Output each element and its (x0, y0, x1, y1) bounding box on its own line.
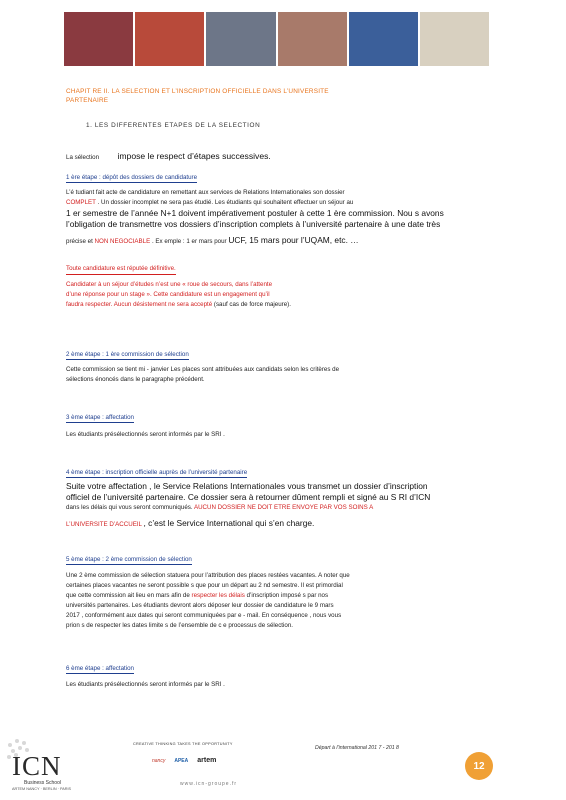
footer-tagline: CREATIVE THINKING TAKES THE OPPORTUNITY (133, 742, 233, 746)
banner-photo-4 (278, 12, 347, 66)
step1-title: 1 ère étape : dépôt des dossiers de candidature (66, 174, 198, 181)
step3-body (66, 430, 496, 440)
step2-line2: sélections énoncés dans le paragraphe précédent. (66, 376, 205, 383)
step2-line1: Cette commission se tient mi - janvier Les places sont attribuées aux candidats selon les critères de (66, 366, 340, 373)
step6-title: 6 ème étape : affectation (66, 665, 134, 672)
step3-title: 3 ème étape : affectation (66, 414, 134, 421)
footer-running-title: Départ à l’international 201 7 - 201 8 (315, 745, 399, 751)
banner-photo-2 (135, 12, 204, 66)
step5-line2: certaines places vacantes ne seront possible s que pour un départ au 2 nd semestre. Il est primordial (66, 582, 343, 589)
icn-logo-sub2: ARTEM NANCY · BERLIN · PARIS (12, 787, 72, 791)
step2-heading (66, 343, 496, 361)
step6-body (66, 680, 496, 690)
step4-heading (66, 461, 496, 479)
step5-body (66, 571, 496, 631)
footer-url: www.icn-groupe.fr (180, 781, 238, 787)
chapter-title-line2: PARTENAIRE (66, 97, 109, 104)
step1-line5a: précise et (66, 238, 95, 245)
notice-line3: faudra respecter. Aucun désistement ne sera accepté (66, 301, 213, 308)
step1-line5d: UCF, 15 mars pour l’UQAM, etc. … (228, 235, 359, 245)
step1-line2: . Un dossier incomplet ne sera pas étudié. Les étudiants qui souhaitent effectuer un séjour au (95, 199, 354, 206)
step1-heading (66, 166, 496, 184)
chapter-title (66, 87, 336, 105)
sponsor-apea: APEA (174, 757, 189, 764)
step4-line1: Suite votre affectation , le Service Relations Internationales vous transmet un dossier d’inscription (66, 481, 428, 491)
notice-definitive (66, 257, 496, 275)
step3-line1: Les étudiants présélectionnés seront informés par le SRI . (66, 431, 225, 438)
step1-line5c: . Ex emple : 1 er mars pour (150, 238, 229, 245)
notice-line2: d’une réponse pour un stage ». Cette candidature est un engagement qu’il (66, 291, 270, 298)
step4-line4: , c’est le Service International qui s’en charge. (143, 518, 315, 528)
step5-deadlines: respecter les délais (191, 592, 245, 599)
step4-university-word: L’UNIVERSITE D’ACCUEIL (66, 521, 144, 528)
icn-logo-text: ICN (12, 751, 62, 781)
step5-line6: prion s de respecter les dates limite s de l’ensemble de c e processus de sélection. (66, 622, 293, 629)
step5-line3a: que cette commission ait lieu en mars afin de (66, 592, 192, 599)
banner-photo-5 (349, 12, 418, 66)
intro-paragraph (66, 146, 496, 164)
step1-line1: L’é tudiant fait acte de candidature en remettant aux services de Relations Internationales son dossier (66, 189, 345, 196)
intro-text: impose le respect d’étapes successives. (117, 151, 271, 161)
intro-label: La sélection (66, 154, 100, 161)
sponsor-logos (152, 757, 216, 764)
step5-line4: universités partenaires. Les étudiants devront alors déposer leur dossier de candidature le 9 mars (66, 602, 334, 609)
section-heading: 1. LES DIFFERENTES ETAPES DE LA SELECTION (86, 122, 261, 129)
step5-line5: 2017 , conformément aux dates qui seront communiquées par e - mail. En conséquence , nous vous (66, 612, 342, 619)
notice-definitive-text: Toute candidature est réputée définitive. (66, 264, 176, 275)
step2-body (66, 365, 496, 385)
step6-line1: Les étudiants présélectionnés seront informés par le SRI . (66, 681, 225, 688)
page-number: 12 (465, 752, 493, 780)
chapter-title-line1: CHAPIT RE II. LA SELECTION ET L’INSCRIPTION OFFICIELLE DANS L’UNIVERSITE (66, 88, 329, 95)
sponsor-artem: artem (197, 757, 217, 764)
notice-line3-force-majeure: (sauf cas de force majeure). (212, 301, 291, 308)
icn-logo (4, 737, 92, 795)
banner-photo-3 (206, 12, 275, 66)
step4-line2: officiel de l’université partenaire. Ce dossier sera à retourner dûment rempli et signé au S RI d’ICN (66, 492, 431, 502)
step4-warning: AUCUN DOSSIER NE DOIT ETRE ENVOYE PAR VOS SOINS A (193, 504, 374, 511)
step1-non-negotiable: NON NEGOCIABLE (94, 238, 151, 245)
icn-logo-sub1: Business School (24, 780, 61, 786)
step3-heading (66, 406, 496, 424)
step1-complete-word: COMPLET (66, 199, 96, 206)
step6-heading (66, 657, 496, 675)
step5-title: 5 ème étape : 2 ème commission de sélection (66, 556, 192, 563)
step1-line3: 1 er semestre de l’année N+1 doivent impérativement postuler à cette 1 ère commission. Nou s avons (66, 208, 444, 218)
step4-body (66, 481, 496, 531)
step5-line1: Une 2 ème commission de sélection statuera pour l’attribution des places restées vacantes. A noter que (66, 572, 350, 579)
step4-line3: dans les délais qui vous seront communiqués. (66, 504, 194, 511)
step1-body (66, 188, 496, 248)
notice-commitment (66, 280, 496, 310)
sponsor-nancy: nancy (152, 757, 166, 764)
header-photo-banner (64, 12, 489, 66)
banner-photo-1 (64, 12, 133, 66)
step5-heading (66, 548, 496, 566)
step4-title: 4 ème étape : inscription officielle auprès de l’université partenaire (66, 469, 248, 476)
banner-photo-6 (420, 12, 489, 66)
step2-title: 2 ème étape : 1 ère commission de sélection (66, 351, 189, 358)
step1-line4: l’obligation de transmettre vos dossiers d’inscription complets à l’université partenaire à une date très (66, 219, 441, 229)
step5-line3c: d’inscription imposé s par nos (244, 592, 329, 599)
notice-line1: Candidater à un séjour d’études n’est une « roue de secours, dans l’attente (66, 281, 273, 288)
